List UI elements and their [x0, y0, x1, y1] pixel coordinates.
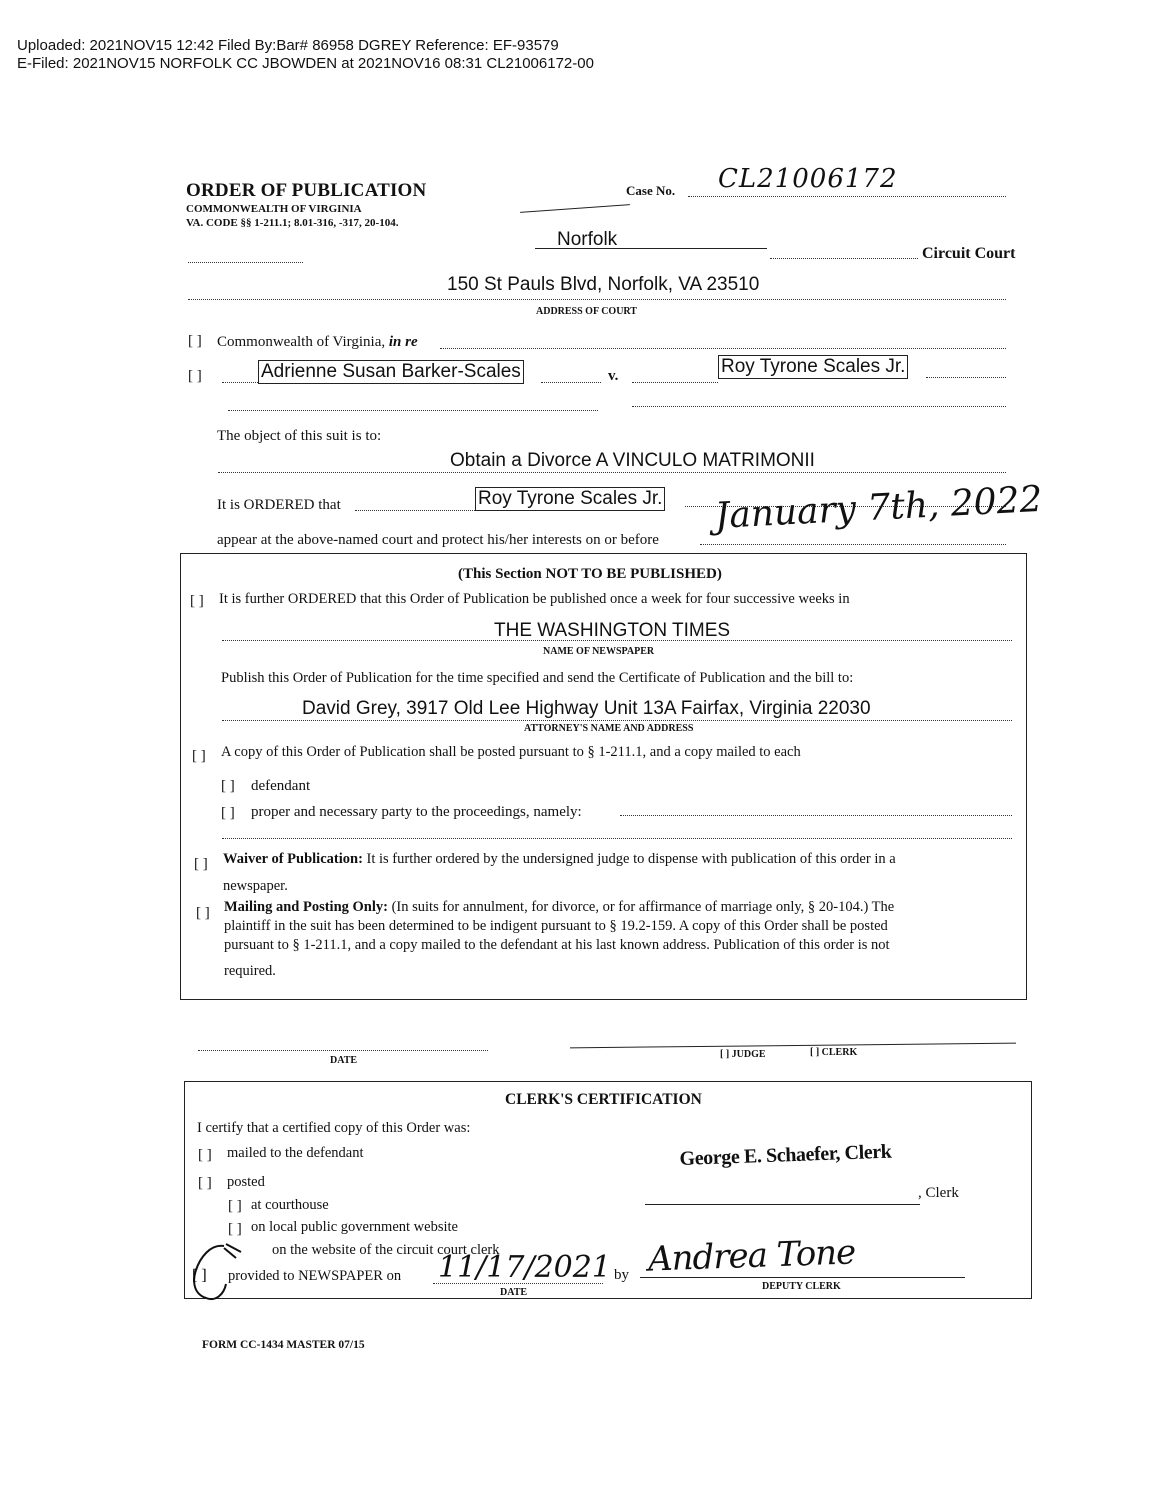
- posted-label: posted: [227, 1174, 265, 1190]
- local-website-checkbox[interactable]: [ ]: [228, 1221, 242, 1237]
- clerk-stamp: George E. Schaefer, Clerk: [679, 1140, 892, 1171]
- provided-date-handwritten: 11/17/2021: [438, 1250, 611, 1285]
- ordered-party: Roy Tyrone Scales Jr.: [475, 487, 665, 511]
- mailing-text-2: plaintiff in the suit has been determined to be indigent pursuant to § 19.2-159. A copy of this Order shall be posted: [224, 918, 888, 934]
- court-right-line: [770, 258, 918, 259]
- clerk-certification-heading: CLERK'S CERTIFICATION: [505, 1091, 702, 1108]
- form-title: ORDER OF PUBLICATION: [186, 180, 427, 201]
- deputy-signature: Andrea Tone: [647, 1232, 856, 1280]
- plaintiff-leadin-line: [222, 382, 258, 383]
- versus-label: v.: [608, 368, 619, 384]
- parties-checkbox[interactable]: [ ]: [188, 368, 202, 384]
- case-number-value: CL21006172: [718, 164, 898, 194]
- mailing-checkbox[interactable]: [ ]: [196, 905, 210, 921]
- judge-signature-line: [570, 1043, 1016, 1049]
- mailed-label: mailed to the defendant: [227, 1145, 364, 1161]
- commonwealth-label: COMMONWEALTH OF VIRGINIA: [186, 203, 362, 215]
- local-website-label: on local public government website: [251, 1219, 458, 1235]
- va-code-label: VA. CODE §§ 1-211.1; 8.01-316, -317, 20-104.: [186, 217, 399, 229]
- mailing-text-1: Mailing and Posting Only: (In suits for annulment, for divorce, or for affirmance of marriage only, § 20-104.) The: [224, 899, 895, 915]
- appear-date-handwritten: January 7th, 2022: [713, 478, 1044, 537]
- case-number-label: Case No.: [626, 183, 676, 198]
- commonwealth-checkbox[interactable]: [ ]: [188, 333, 202, 349]
- case-number-line: [688, 196, 1006, 197]
- upload-stamp-line1: Uploaded: 2021NOV15 12:42 Filed By:Bar# 86958 DGREY Reference: EF-93579: [17, 37, 559, 54]
- judge-option[interactable]: [ ] JUDGE: [720, 1049, 766, 1060]
- waiver-text-2: newspaper.: [223, 878, 288, 894]
- clerk-line: [645, 1204, 920, 1205]
- newspaper-line: [222, 640, 1012, 641]
- publish-text: Publish this Order of Publication for the time specified and send the Certificate of Publication and the bill to:: [221, 670, 854, 686]
- deputy-clerk-caption: DEPUTY CLERK: [762, 1281, 841, 1292]
- clerk-option[interactable]: [ ] CLERK: [810, 1047, 858, 1058]
- provided-checkbox: [ ]: [192, 1267, 207, 1284]
- defendant-trail-line: [926, 377, 1006, 378]
- order-date-caption: DATE: [330, 1055, 358, 1066]
- clerk-suffix: , Clerk: [918, 1185, 959, 1201]
- proper-party-checkbox[interactable]: [ ]: [221, 805, 235, 821]
- order-date-line: [198, 1050, 488, 1051]
- provided-newspaper-label: provided to NEWSPAPER on: [228, 1268, 402, 1284]
- commonwealth-inre-label: Commonwealth of Virginia, in re: [217, 334, 418, 350]
- object-line: [218, 472, 1006, 473]
- plaintiff-name: Adrienne Susan Barker-Scales: [258, 360, 524, 384]
- copy-posted-text: A copy of this Order of Publication shall be posted pursuant to § 1-211.1, and a copy mailed to each: [221, 744, 801, 760]
- case-slash-mark: [520, 204, 630, 213]
- courthouse-checkbox[interactable]: [ ]: [228, 1198, 242, 1214]
- object-label: The object of this suit is to:: [217, 428, 382, 444]
- newspaper-caption: NAME OF NEWSPAPER: [543, 646, 655, 657]
- further-ordered-checkbox[interactable]: [ ]: [190, 593, 204, 609]
- ordered-leadin-line: [355, 510, 475, 511]
- attorney-line: [222, 720, 1012, 721]
- court-name: Norfolk: [557, 229, 618, 250]
- inre-line: [440, 348, 1006, 349]
- clerk-website-label: on the website of the circuit court clerk: [272, 1242, 500, 1258]
- certify-intro: I certify that a certified copy of this Order was:: [197, 1120, 471, 1136]
- appear-label: appear at the above-named court and protect his/her interests on or before: [217, 532, 659, 548]
- waiver-checkbox[interactable]: [ ]: [194, 856, 208, 872]
- courthouse-label: at courthouse: [251, 1197, 329, 1213]
- defendant-leadin-line: [632, 382, 718, 383]
- newspaper-name: THE WASHINGTON TIMES: [494, 620, 731, 641]
- defendant-name: Roy Tyrone Scales Jr.: [718, 355, 908, 379]
- defendant-option-label: defendant: [251, 778, 311, 794]
- further-ordered-text: It is further ORDERED that this Order of Publication be published once a week for four successive weeks in: [219, 591, 850, 607]
- unpublished-heading: (This Section NOT TO BE PUBLISHED): [458, 566, 722, 582]
- form-number: FORM CC-1434 MASTER 07/15: [202, 1339, 365, 1351]
- proper-party-line: [620, 815, 1012, 816]
- posted-checkbox[interactable]: [ ]: [198, 1175, 212, 1191]
- by-label: by: [614, 1267, 629, 1283]
- plaintiff-trail-line: [541, 382, 601, 383]
- circuit-court-label: Circuit Court: [922, 245, 1016, 262]
- party-extra-line-right: [632, 406, 1006, 407]
- address-caption: ADDRESS OF COURT: [536, 306, 637, 317]
- court-name-line: [535, 248, 767, 249]
- court-address-line: [188, 299, 1006, 300]
- defendant-checkbox[interactable]: [ ]: [221, 778, 235, 794]
- upload-stamp-line2: E-Filed: 2021NOV15 NORFOLK CC JBOWDEN at 2021NOV16 08:31 CL21006172-00: [17, 55, 594, 72]
- party-extra-line-left: [228, 410, 598, 411]
- appear-date-line: [700, 544, 1006, 545]
- proper-party-label: proper and necessary party to the proceedings, namely:: [251, 804, 582, 820]
- checkmark-icon: [186, 1236, 276, 1306]
- attorney-caption: ATTORNEY'S NAME AND ADDRESS: [524, 723, 694, 734]
- ordered-label: It is ORDERED that: [217, 497, 341, 513]
- copy-posted-checkbox[interactable]: [ ]: [192, 748, 206, 764]
- attorney-name-address: David Grey, 3917 Old Lee Highway Unit 13A Fairfax, Virginia 22030: [302, 698, 871, 719]
- mailing-text-3: pursuant to § 1-211.1, and a copy mailed to the defendant at his last known address. Publication of this order is not: [224, 937, 890, 953]
- mailing-text-4: required.: [224, 963, 276, 979]
- provided-date-caption: DATE: [500, 1287, 528, 1298]
- court-left-line: [188, 262, 303, 263]
- court-address: 150 St Pauls Blvd, Norfolk, VA 23510: [447, 274, 760, 295]
- proper-party-line-2: [222, 838, 1012, 839]
- mailed-checkbox[interactable]: [ ]: [198, 1147, 212, 1163]
- object-value: Obtain a Divorce A VINCULO MATRIMONII: [450, 450, 815, 471]
- waiver-text: Waiver of Publication: It is further ordered by the undersigned judge to dispense with publication of this order in a: [223, 851, 896, 867]
